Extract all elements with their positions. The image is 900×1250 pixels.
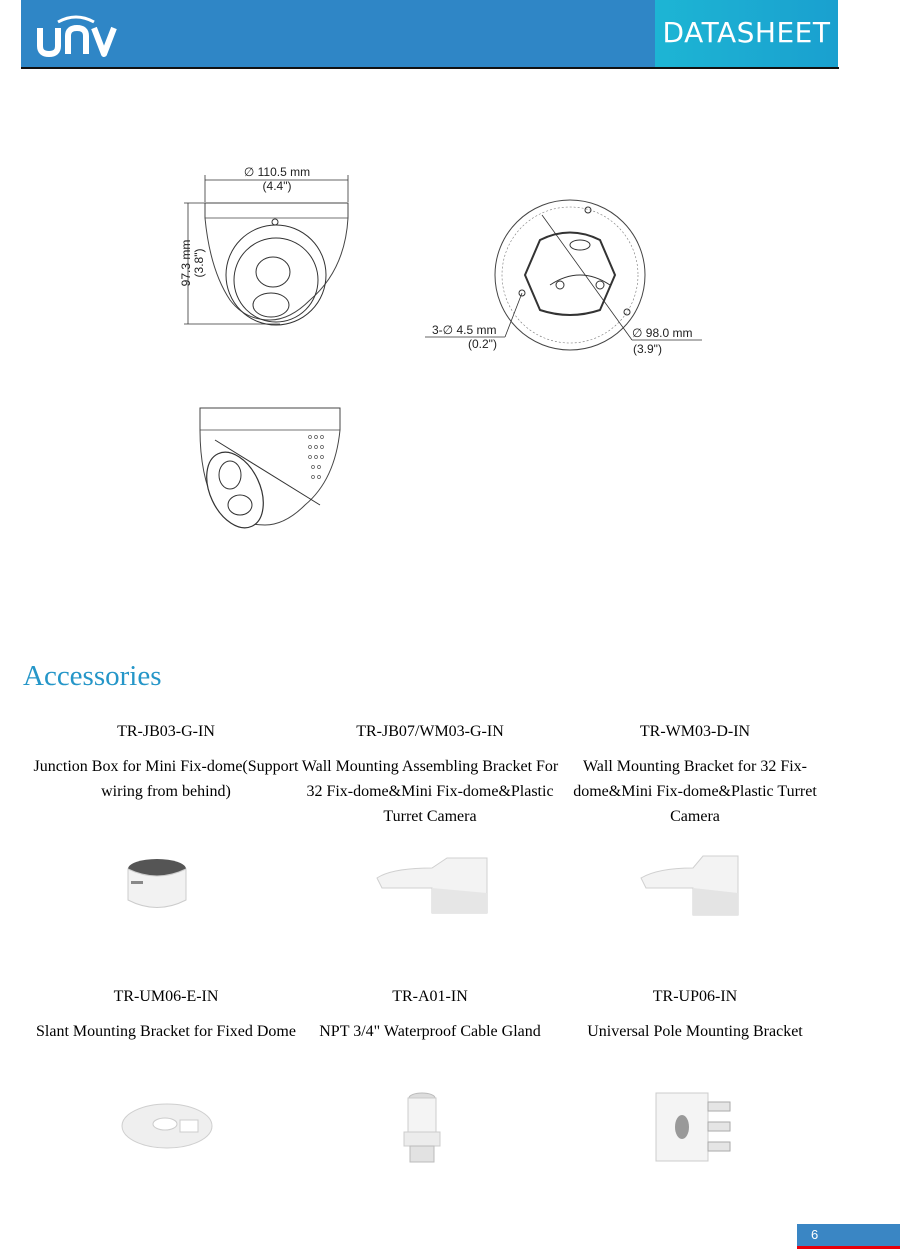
wall-bracket-assembly-image bbox=[372, 853, 492, 923]
accessory-model: TR-JB07/WM03-G-IN bbox=[356, 723, 504, 740]
slant-bracket-image bbox=[120, 1098, 215, 1153]
accessory-item bbox=[31, 984, 301, 1044]
page-number-badge bbox=[797, 1224, 900, 1249]
front-width-mm: ∅ 110.5 mm bbox=[243, 165, 311, 179]
header-divider bbox=[21, 67, 839, 69]
accessory-description: Universal Pole Mounting Bracket bbox=[587, 1023, 803, 1040]
page-header bbox=[21, 0, 838, 68]
pole-bracket-image bbox=[653, 1090, 735, 1165]
base-dimension-mm: ∅ 98.0 mm bbox=[632, 326, 693, 340]
accessory-model: TR-UM06-E-IN bbox=[113, 988, 219, 1005]
accessory-item bbox=[560, 719, 830, 829]
front-view-drawing bbox=[170, 160, 370, 335]
accessory-model: TR-WM03-D-IN bbox=[639, 723, 751, 740]
height-in: (3.8") bbox=[192, 248, 206, 278]
height-mm: 97.3 mm bbox=[179, 239, 193, 287]
page-number: 6 bbox=[811, 1227, 819, 1242]
cable-gland-image bbox=[400, 1090, 445, 1165]
accessory-item bbox=[31, 719, 301, 804]
hole-dimension-mm: 3-∅ 4.5 mm bbox=[432, 323, 497, 337]
junction-box-image bbox=[125, 855, 190, 915]
accessory-model: TR-JB03-G-IN bbox=[117, 723, 215, 740]
unv-logo bbox=[36, 10, 126, 60]
accessory-description: NPT 3/4" Waterproof Cable Gland bbox=[319, 1023, 541, 1040]
accessory-item bbox=[295, 984, 565, 1044]
accessories-heading: Accessories bbox=[23, 660, 162, 692]
accessory-model: TR-UP06-IN bbox=[652, 988, 738, 1005]
front-width-in: (4.4") bbox=[262, 179, 292, 193]
base-view-drawing bbox=[420, 195, 710, 360]
accessory-model: TR-A01-IN bbox=[392, 988, 468, 1005]
wall-bracket-image bbox=[638, 853, 748, 923]
base-dimension-in: (3.9") bbox=[633, 342, 662, 356]
accessory-description: Slant Mounting Bracket for Fixed Dome bbox=[36, 1023, 296, 1040]
accessory-description: Junction Box for Mini Fix-dome(Support wiring from behind) bbox=[33, 758, 299, 800]
datasheet-label-box bbox=[655, 0, 838, 68]
accessory-description: Wall Mounting Assembling Bracket For 32 Fix-dome&Mini Fix-dome&Plastic Turret Camera bbox=[301, 758, 559, 825]
datasheet-label: DATASHEET bbox=[662, 16, 831, 49]
accessory-item bbox=[560, 984, 830, 1044]
accessory-description: Wall Mounting Bracket for 32 Fix-dome&Mini Fix-dome&Plastic Turret Camera bbox=[573, 758, 817, 825]
accessory-item bbox=[295, 719, 565, 829]
side-view-drawing bbox=[195, 405, 345, 535]
hole-dimension-in: (0.2") bbox=[468, 337, 497, 351]
